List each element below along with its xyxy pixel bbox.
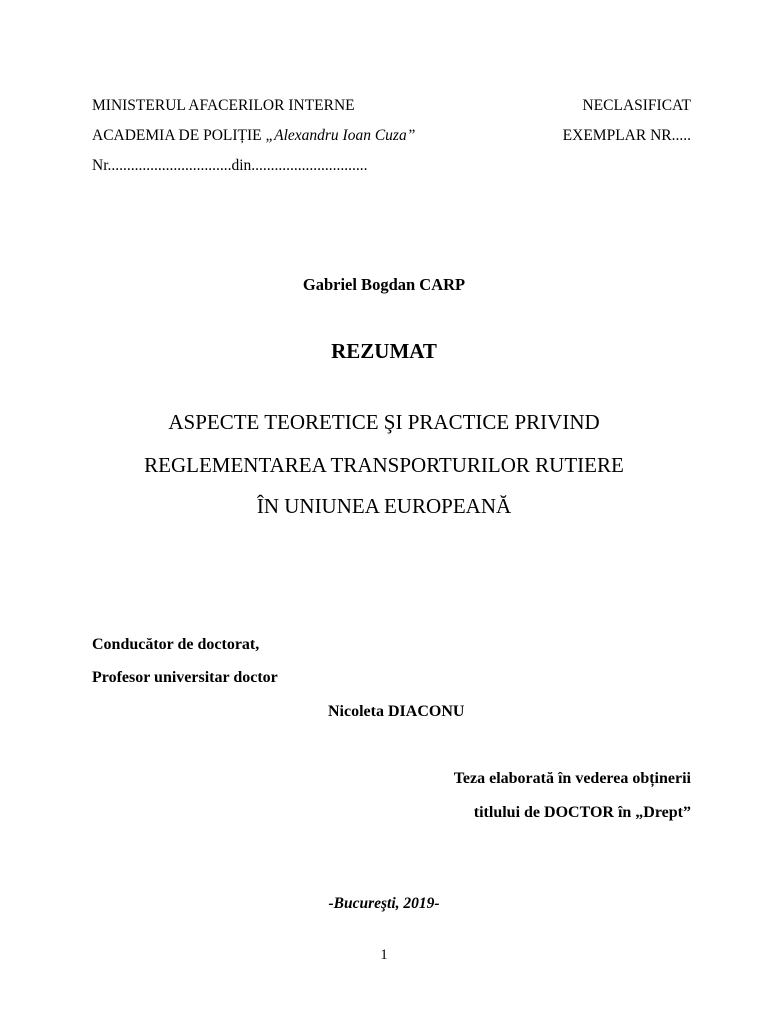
ministry-name: MINISTERUL AFACERILOR INTERNE [92,97,355,114]
title-line-1: ASPECTE TEORETICE ŞI PRACTICE PRIVIND [168,410,600,434]
supervisor-name: Nicoleta DIACONU [328,703,465,720]
academy-line [92,127,415,145]
title-line-2: REGLEMENTAREA TRANSPORTURILOR RUTIERE [144,453,624,477]
supervisor-role: Conducător de doctorat, [92,636,260,653]
title-line-3: ÎN UNIUNEA EUROPEANĂ [256,494,512,518]
academy-name: „Alexandru Ioan Cuza” [265,127,416,144]
thesis-note-line-2: titlului de DOCTOR în „Drept” [473,804,691,821]
author-name: Gabriel Bogdan CARP [302,275,466,294]
supervisor-rank: Profesor universitar doctor [92,669,278,686]
place-year: -Bucureşti, 2019- [328,895,440,912]
thesis-note-line-1: Teza elaborată în vederea obținerii [453,770,691,787]
registration-line: Nr................................din.............................. [92,157,368,174]
classification-label: NECLASIFICAT [582,97,691,114]
page-number: 1 [380,947,388,963]
copy-number: EXEMPLAR NR..... [562,127,691,144]
academy-prefix: ACADEMIA DE POLIȚIE [92,127,266,144]
document-type: REZUMAT [331,339,437,363]
